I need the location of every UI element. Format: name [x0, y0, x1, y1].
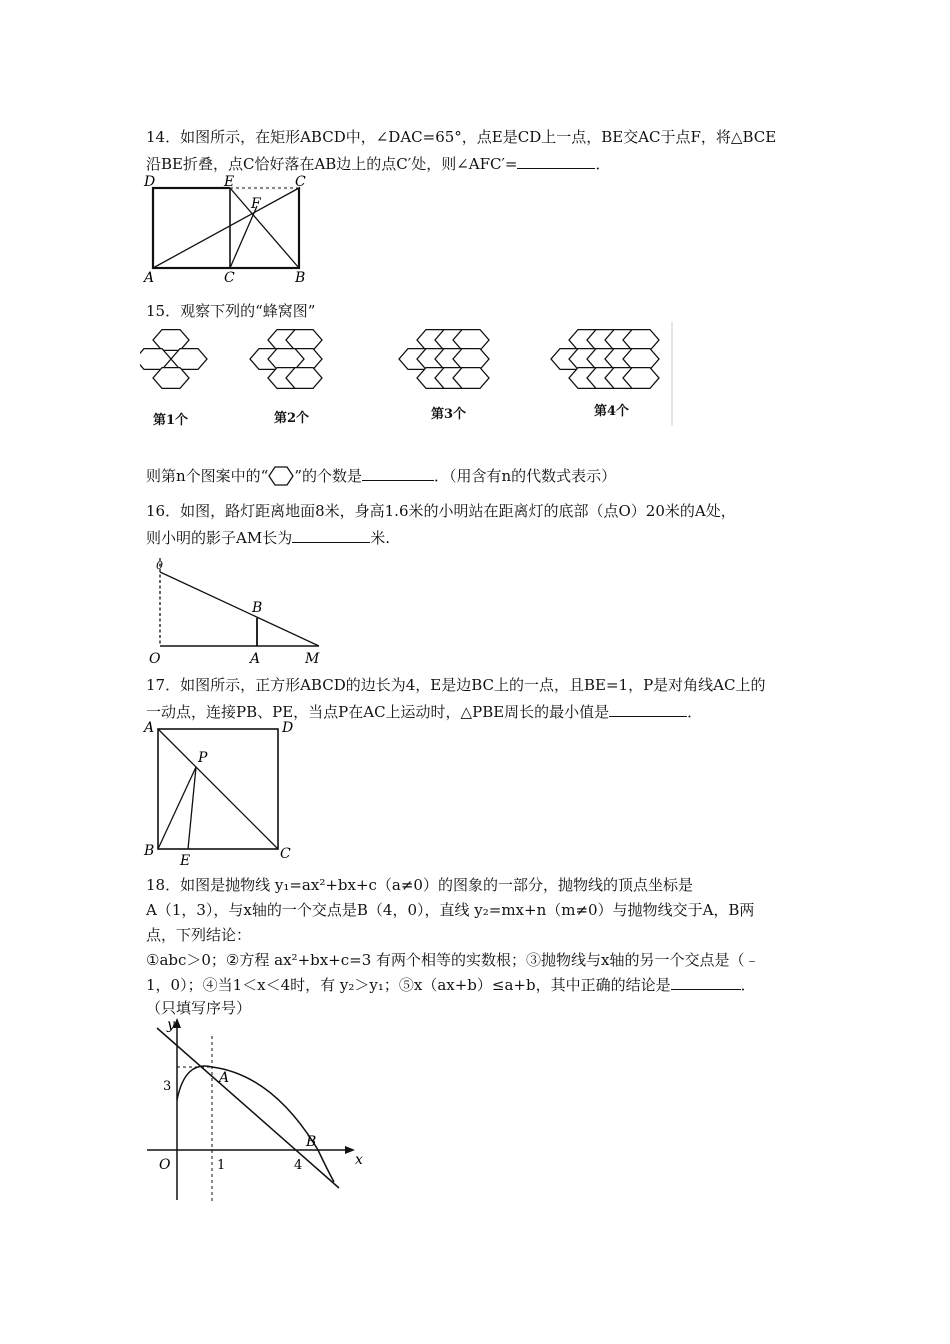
q17-label-b: B: [144, 843, 155, 859]
q14-label-e: E: [224, 174, 235, 190]
q14-label-d: D: [144, 174, 156, 190]
q16-label-m: M: [305, 651, 320, 667]
q16-line2-text: 则小明的影子AM长为: [146, 529, 293, 547]
q15-figure-1: [140, 330, 207, 389]
q18-line-y2: [157, 1028, 339, 1188]
q14-label-f: F: [251, 196, 261, 212]
q15-caption-4: 第4个: [594, 404, 630, 419]
q17-diagonal-ac: [158, 729, 278, 849]
q18-line4: ①abc＞0；②方程 ax²+bx+c=3 有两个相等的实数根；③抛物线与x轴的另一个交点是（﹣: [146, 951, 760, 969]
q18-line6: （只填写序号）: [146, 999, 252, 1017]
q17-label-e: E: [180, 853, 191, 868]
q18-line2: A（1，3），与x轴的一个交点是B（4，0），直线 y₂=mx+n（m≠0）与抛物线交于A，B两: [146, 901, 755, 919]
q17-square-figure: [140, 718, 300, 868]
q14-label-b: B: [295, 270, 306, 284]
q15-question-end: ．（用含有n的代数式表示）: [434, 467, 617, 485]
q18-label-x: x: [355, 1152, 363, 1168]
q14-label-c: C: [295, 174, 306, 190]
q14-label-a: A: [144, 270, 155, 284]
q15-line1: 15．观察下列的“蜂窝图”: [146, 302, 316, 320]
q17-answer-blank[interactable]: [609, 701, 687, 717]
q18-line5: [146, 974, 756, 995]
q16-answer-blank[interactable]: [292, 527, 370, 543]
q17-label-p: P: [198, 750, 208, 766]
q16-line1: 16．如图，路灯距离地面8米，身高1.6米的小明站在距离灯的底部（点O）20米的A处，: [146, 502, 736, 520]
q14-line2: [146, 153, 610, 174]
q16-line2-end: 米.: [370, 529, 390, 547]
q14-label-cprime: C: [224, 270, 235, 284]
q18-label-a: A: [219, 1070, 230, 1086]
q17-line-pe: [188, 767, 196, 849]
hexagon-icon: [268, 465, 294, 487]
q14-answer-blank[interactable]: [517, 153, 595, 169]
q16-label-b: B: [252, 600, 263, 616]
q15-answer-blank[interactable]: [362, 465, 434, 481]
q18-line3: 点，下列结论：: [146, 926, 252, 944]
q15-figure-4: [551, 330, 659, 389]
q16-light-ray: [160, 572, 319, 646]
q15-caption-3: 第3个: [431, 407, 467, 422]
q18-x-arrow: [345, 1146, 355, 1154]
q14-line2-end: ．: [595, 155, 611, 173]
q18-label-4: 4: [294, 1158, 303, 1173]
q14-line1: 14．如图所示，在矩形ABCD中，∠DAC=65°，点E是CD上一点，BE交AC于点F，将△BCE: [146, 128, 777, 146]
q18-label-y: y: [167, 1017, 175, 1033]
q18-label-b: B: [306, 1134, 317, 1150]
q14-line-cf: [230, 206, 257, 268]
q15-caption-2: 第2个: [274, 411, 310, 426]
q14-rectangle-figure: [140, 172, 320, 284]
q16-streetlight-figure: [145, 548, 330, 668]
q15-question: [146, 465, 616, 487]
q18-line5-end: ．: [740, 976, 756, 994]
q14-diagonal-ac: [153, 188, 299, 268]
q18-line1: 18．如图是抛物线 y₁=ax²+bx+c（a≠0）的图象的一部分，抛物线的顶点坐标是: [146, 876, 693, 894]
q15-figure-3: [399, 330, 489, 389]
q18-answer-blank[interactable]: [671, 974, 741, 990]
q18-label-o: O: [159, 1157, 171, 1173]
q17-label-d: D: [282, 720, 294, 736]
q18-parabola-y1: [177, 1066, 334, 1182]
q16-line2: [146, 527, 390, 548]
q15-figure-2: [250, 330, 322, 389]
q18-parabola-graph: [143, 1016, 373, 1208]
q14-line2-text: 沿BE折叠，点C恰好落在AB边上的点C′处，则∠AFC′=: [146, 155, 518, 173]
q18-line5-text: 1，0）；④当1＜x＜4时，有 y₂＞y₁；⑤x（ax+b）≤a+b，其中正确的结论是: [146, 976, 671, 994]
q17-line2-end: ．: [687, 703, 703, 721]
q17-line2-text: 一动点，连接PB、PE，当点P在AC上运动时，△PBE周长的最小值是: [146, 703, 610, 721]
q17-label-a: A: [144, 720, 155, 736]
q18-label-1: 1: [217, 1158, 226, 1173]
q16-label-lamp: 0: [156, 559, 163, 572]
q15-question-start: 则第n个图案中的“: [146, 467, 269, 485]
q15-question-mid: ”的个数是: [294, 467, 363, 485]
q17-line-pb: [158, 767, 196, 849]
q16-label-o: O: [149, 651, 161, 667]
q16-label-a: A: [250, 651, 261, 667]
q15-caption-1: 第1个: [153, 413, 189, 428]
q18-label-3: 3: [163, 1079, 172, 1094]
q17-label-c: C: [280, 846, 291, 862]
q14-line-be: [230, 188, 299, 268]
q17-line1: 17．如图所示，正方形ABCD的边长为4，E是边BC上的一点，且BE=1，P是对角线AC上的: [146, 676, 766, 694]
